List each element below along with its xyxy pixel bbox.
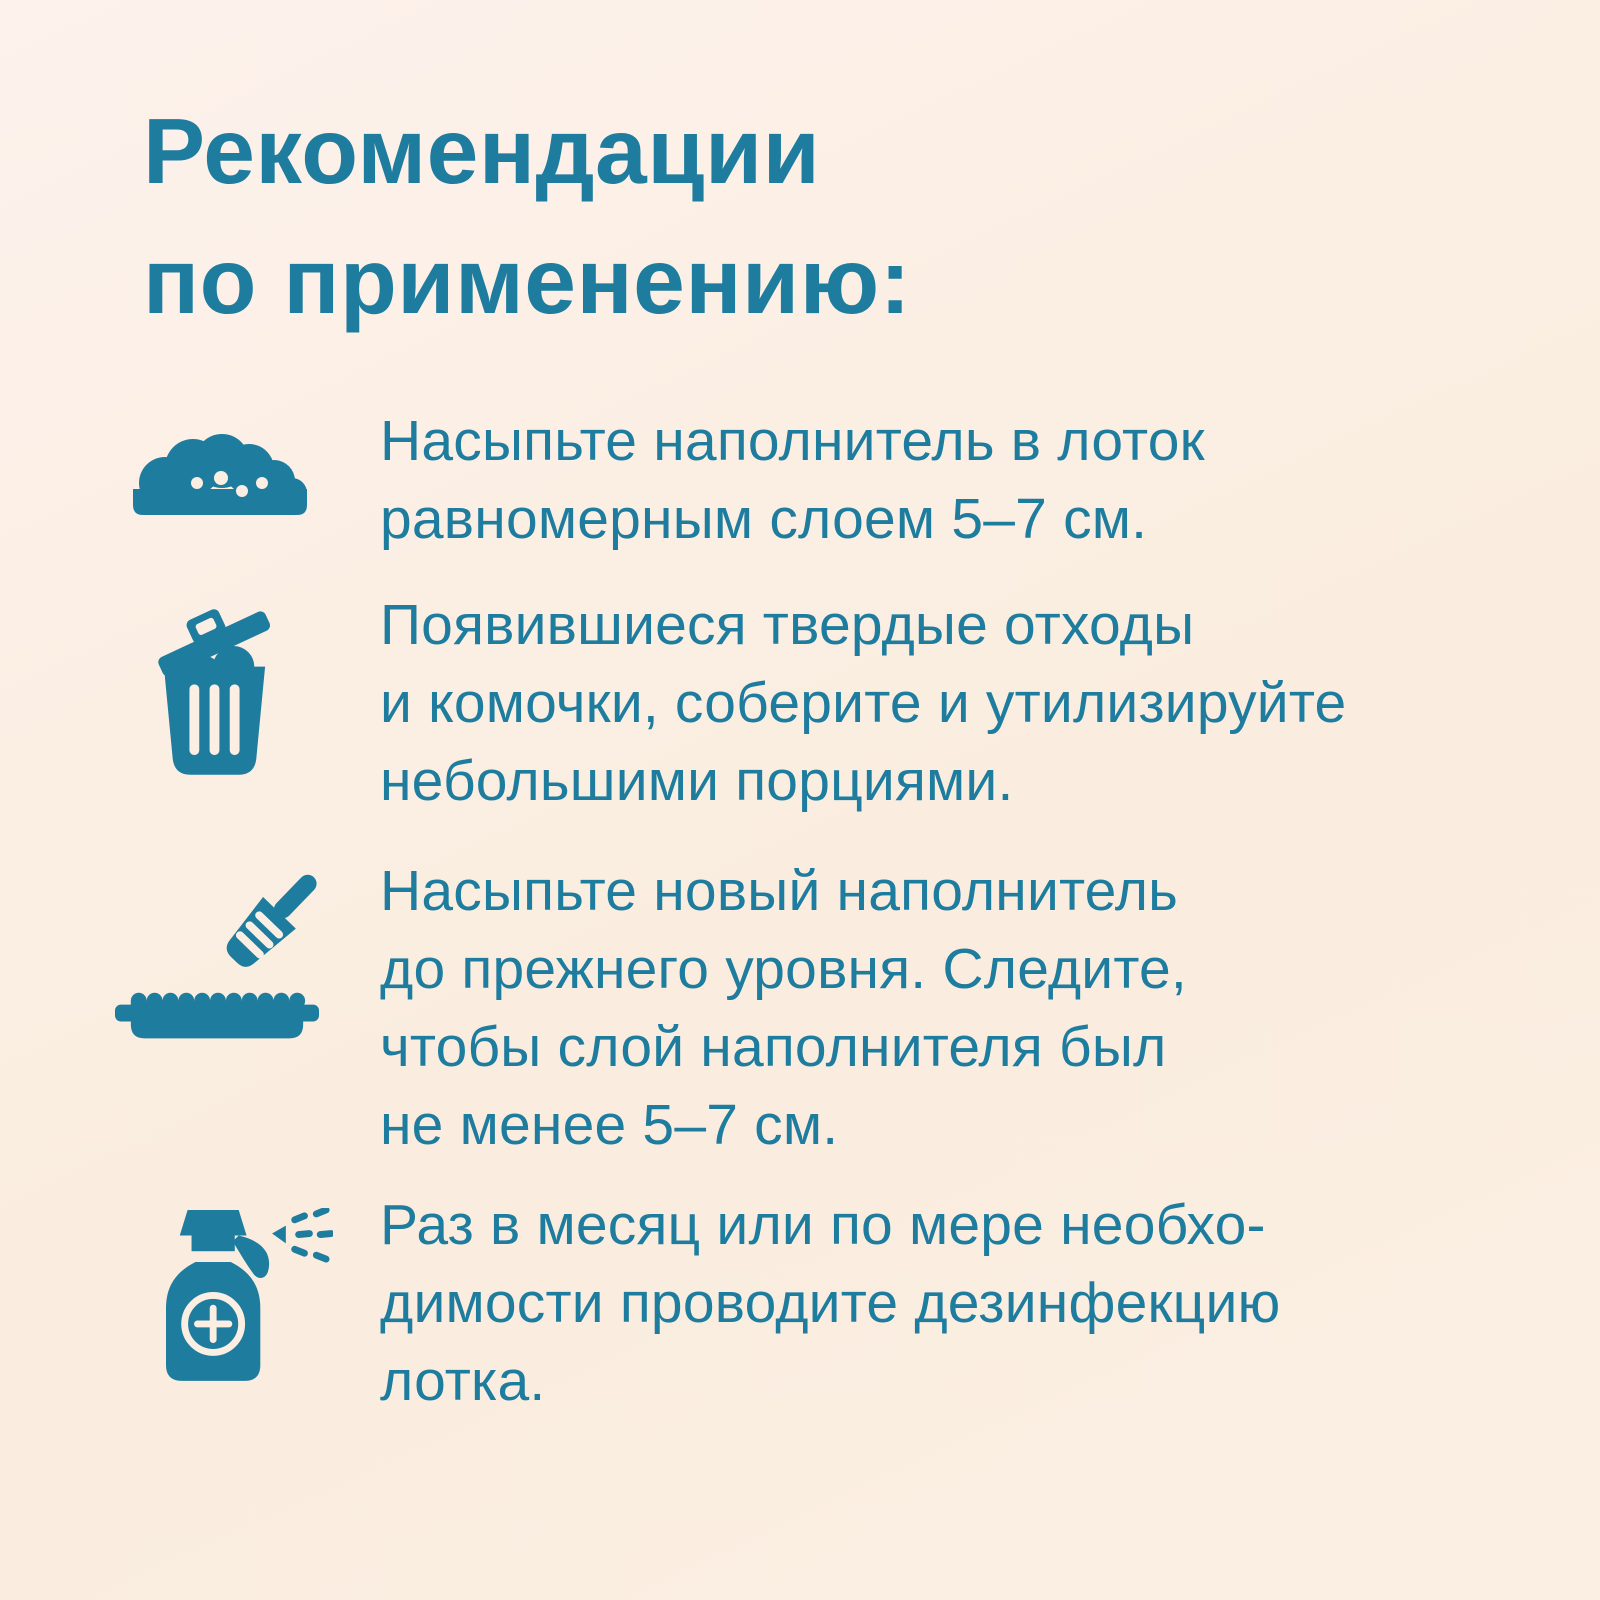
step-3-line-1: Насыпьте новый наполнитель: [380, 859, 1179, 923]
spray-bottle-icon: [166, 1208, 333, 1387]
step-2-line-1: Появившиеся твердые отходы: [380, 593, 1195, 657]
step-4-text: [380, 1186, 1280, 1420]
step-4-line-3: лотка.: [380, 1349, 546, 1413]
step-2-text: [380, 586, 1346, 820]
step-3-line-2: до прежнего уровня. Следите,: [380, 937, 1187, 1001]
step-3-line-3: чтобы слой наполнителя был: [380, 1015, 1167, 1079]
step-3-line-4: не менее 5–7 см.: [380, 1093, 839, 1157]
step-1-text: [380, 402, 1205, 558]
page-title-line-1: Рекомендации: [143, 99, 821, 203]
step-1-line-2: равномерным слоем 5–7 см.: [380, 487, 1148, 551]
step-2-line-2: и комочки, соберите и утилизируйте: [380, 671, 1347, 735]
step-4-line-1: Раз в месяц или по мере необхо-: [380, 1193, 1266, 1257]
step-2-line-3: небольшими порциями.: [380, 749, 1014, 813]
step-3-text: [380, 852, 1187, 1164]
step-1-line-1: Насыпьте наполнитель в лоток: [380, 409, 1205, 473]
step-4-line-2: димости проводите дезинфекцию: [380, 1271, 1281, 1335]
trash-bin-icon: [158, 592, 271, 777]
page-title-line-2: по применению:: [143, 229, 912, 333]
scoop-and-tray-icon: [113, 866, 321, 1039]
page-title: [143, 86, 911, 346]
litter-pile-icon: [125, 423, 315, 515]
